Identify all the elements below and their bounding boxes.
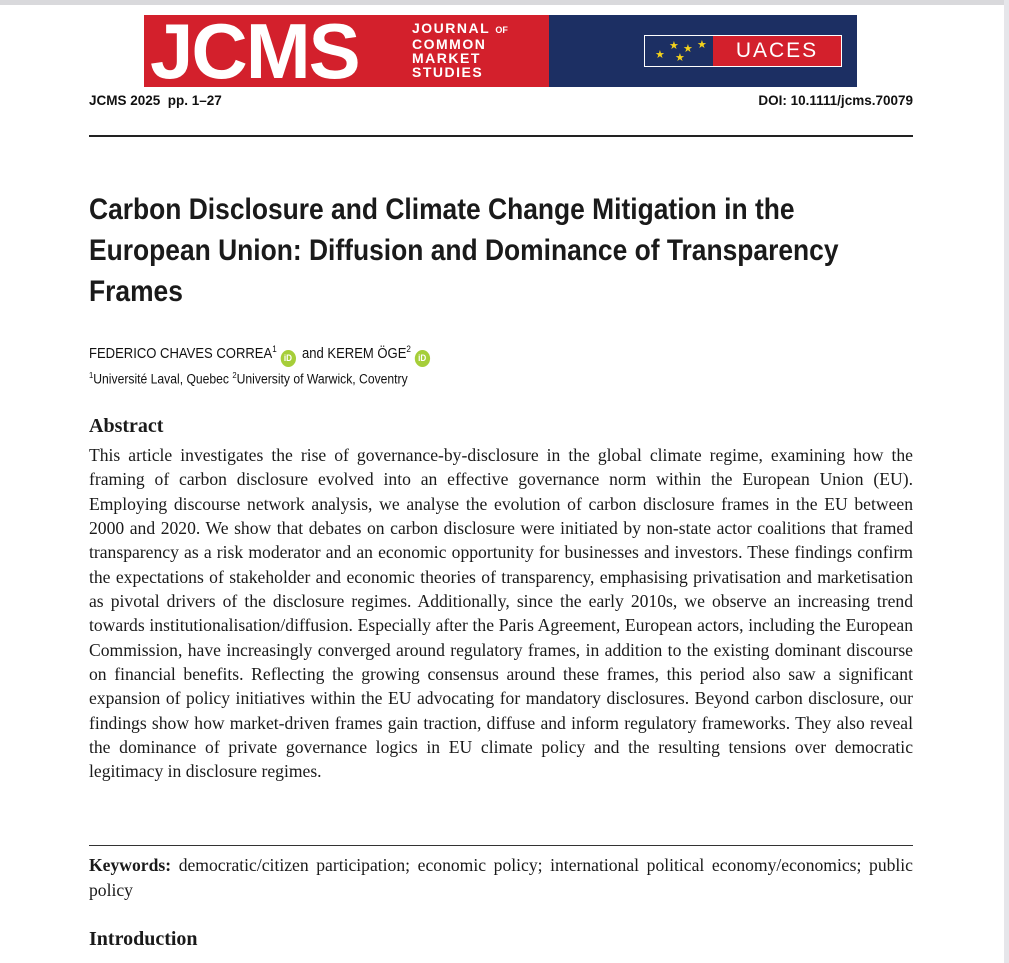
uaces-logo-text: UACES: [713, 36, 841, 66]
publisher-panel: [549, 15, 857, 87]
abstract-text: This article investigates the rise of governance-by-disclosure in the global climate regime, examining how the framing of carbon disclosure evolved into an effective governance norm within the European Union (EU). Employing discourse network analysis, we analyse the evolution of carbon disclosure frames in the EU between 2000 and 2020. We show that debates on carbon disclosure were initiated by non-state actor coalitions that framed transparency as a risk moderator and an economic opportunity for businesses and investors. These findings confirm the expectations of stakeholder and economic theories of transparency, emphasising privatisation and marketisation as pivotal drivers of the disclosure regimes. Additionally, since the early 2010s, we observe an increasing trend towards institutionalisation/diffusion. Especially after the Paris Agreement, European actors, including the European Commission, have increasingly converged around regulatory frames, in addition to the existing dominant discourse on financial benefits. Reflecting the growing consensus around these frames, this period also saw a significant expansion of policy initiatives within the EU advocating for mandatory disclosures. Beyond carbon disclosure, our findings show how market-driven frames gain traction, diffuse and inform regulatory frameworks. They also reveal the dominance of private governance logics in EU climate policy and the resulting tensions over democratic legitimacy in disclosure regimes.: [89, 445, 913, 782]
affil-1-mark: 1: [89, 370, 94, 380]
doi[interactable]: DOI: 10.1111/jcms.70079: [758, 93, 913, 108]
affil-2: University of Warwick, Coventry: [236, 371, 408, 387]
abstract-heading: Abstract: [89, 415, 164, 437]
journal-banner: [144, 7, 857, 95]
affil-2-mark: 2: [232, 370, 237, 380]
author-line: [89, 344, 433, 367]
journal-name-line-2: COMMON: [412, 36, 487, 52]
affil-1: Université Laval, Quebec: [93, 371, 233, 387]
author-2: KEREM ÖGE: [327, 345, 407, 362]
eu-stars-icon: ★ ★ ★ ★ ★: [645, 36, 713, 66]
issue-info: JCMS 2025 pp. 1–27: [89, 93, 222, 108]
window-top-border: [0, 0, 1009, 5]
keywords-label: Keywords:: [89, 855, 172, 875]
uaces-logo: [644, 35, 842, 67]
journal-name: [412, 21, 508, 79]
author-separator: and: [301, 345, 324, 362]
header-divider: [89, 135, 913, 137]
introduction-heading: Introduction: [89, 928, 198, 950]
orcid-icon[interactable]: iD: [415, 350, 430, 367]
author-2-affil-mark: 2: [406, 344, 411, 354]
keywords-text: democratic/citizen participation; economic policy; international political economy/economics; public policy: [89, 855, 913, 900]
viewer-scroll-edge: [1004, 0, 1009, 963]
author-1: FEDERICO CHAVES CORREA: [89, 345, 273, 362]
journal-name-line-1: JOURNAL: [412, 20, 490, 36]
journal-name-line-4: STUDIES: [412, 64, 484, 80]
jcms-logo-text: JCMS: [150, 7, 359, 95]
jcms-logo: [144, 7, 549, 95]
journal-name-of: OF: [495, 25, 508, 35]
orcid-icon[interactable]: iD: [280, 350, 295, 367]
affiliations: [89, 370, 408, 387]
keywords: [89, 853, 913, 903]
journal-name-line-3: MARKET: [412, 50, 481, 66]
article-title: Carbon Disclosure and Climate Change Mitigation in the European Union: Diffusion and Dominance of Transparency Frames: [89, 193, 839, 308]
keywords-divider: [89, 845, 913, 846]
author-1-affil-mark: 1: [272, 344, 277, 354]
